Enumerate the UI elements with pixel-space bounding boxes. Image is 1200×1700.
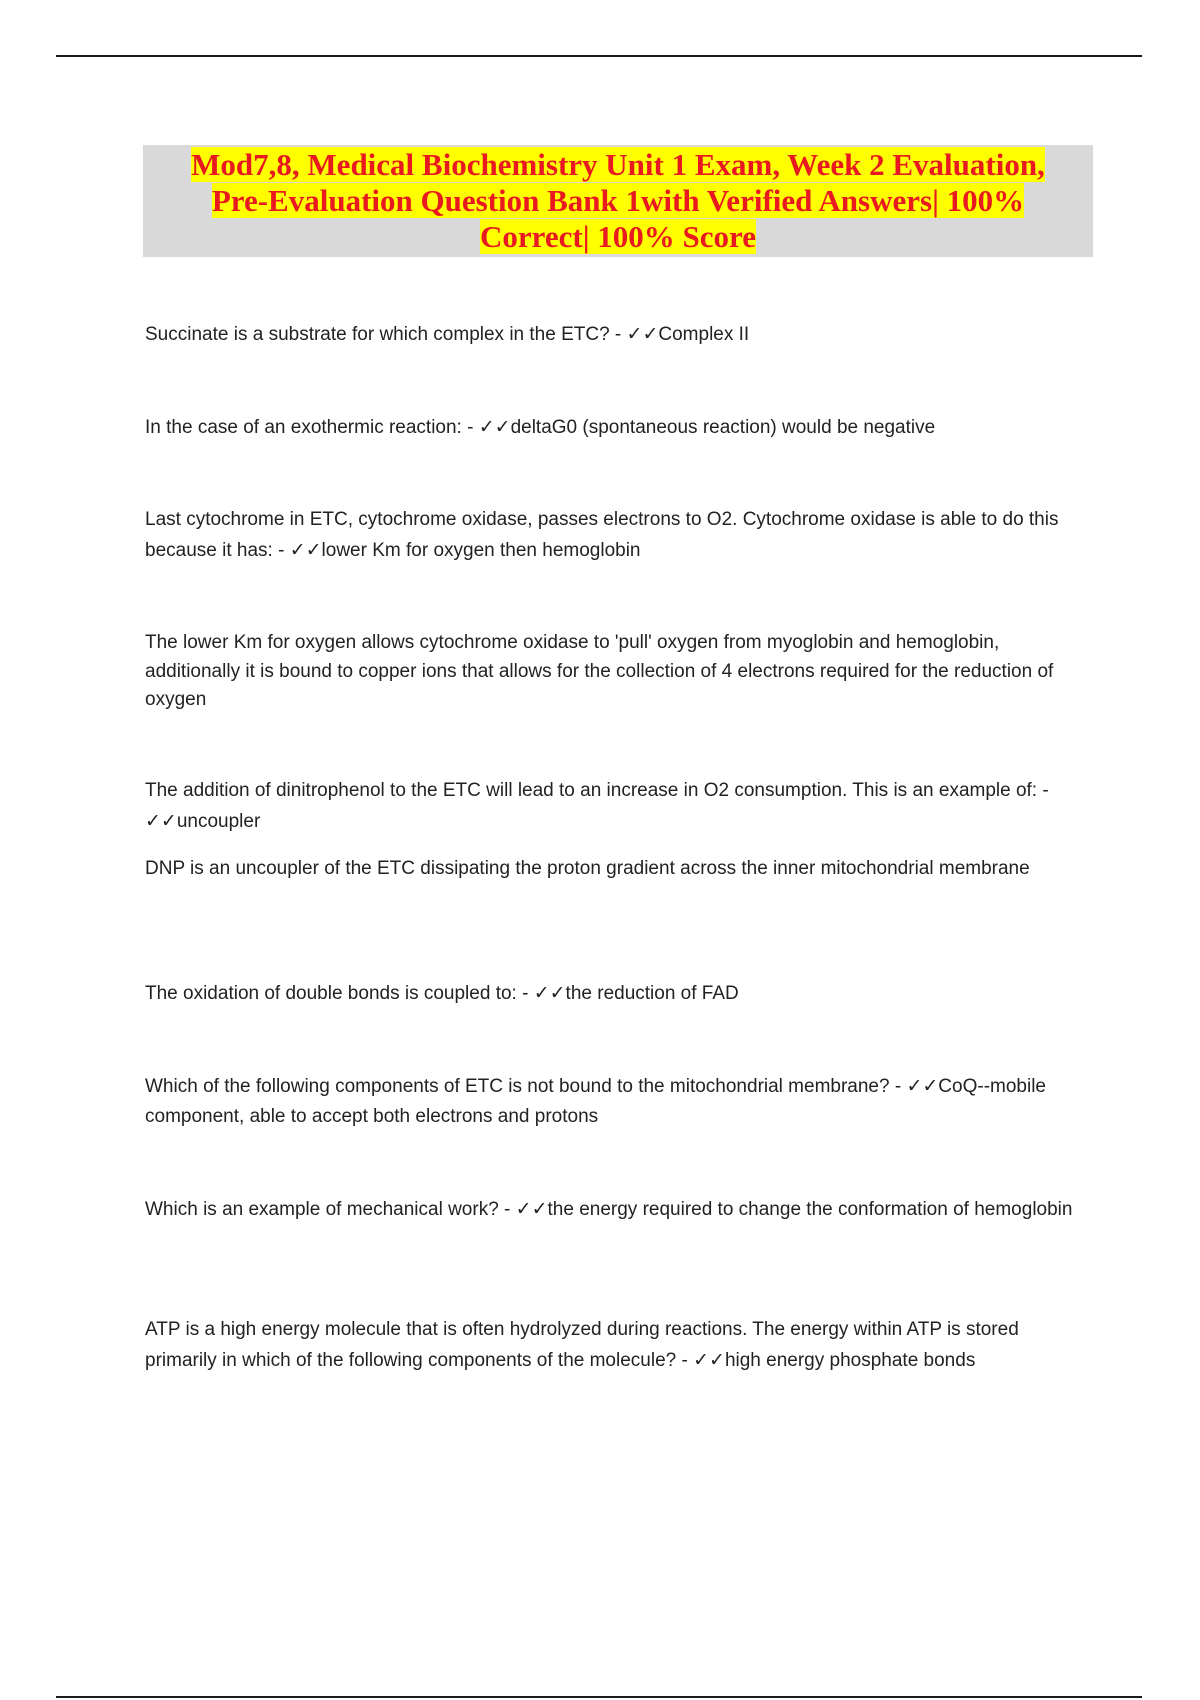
question-text: ATP is a high energy molecule that is often hydrolyzed during reactions. The energy within ATP is stored primarily in which of the following components of the molecule? - <box>145 1319 1019 1371</box>
question-text: In the case of an exothermic reaction: - <box>145 417 479 438</box>
document-title <box>191 147 1045 255</box>
qa-item-8 <box>145 1315 1090 1376</box>
answer-text: deltaG0 (spontaneous reaction) would be negative <box>510 417 936 438</box>
bottom-rule <box>56 1696 1142 1698</box>
answer-text: Complex II <box>658 324 750 345</box>
checkmark-icon: ✓✓ <box>478 416 511 438</box>
answer-text: the energy required to change the conformation of hemoglobin <box>547 1199 1073 1220</box>
title-line-1: Mod7,8, Medical Biochemistry Unit 1 Exam, Week 2 Evaluation, <box>191 147 1045 182</box>
checkmark-icon: ✓✓ <box>626 323 659 345</box>
answer-text: the reduction of FAD <box>565 983 739 1004</box>
question-text: Which is an example of mechanical work? - <box>145 1199 516 1220</box>
qa-item-3 <box>145 505 1090 566</box>
qa-item-6 <box>145 1071 1090 1132</box>
question-text: The oxidation of double bonds is coupled to: - <box>145 983 534 1004</box>
checkmark-icon: ✓✓ <box>906 1075 939 1097</box>
answer-text: lower Km for oxygen then hemoglobin <box>321 540 641 561</box>
question-text: The addition of dinitrophenol to the ETC will lead to an increase in O2 consumption. This is an example of: - <box>145 780 1049 801</box>
answer-text: uncoupler <box>176 811 261 832</box>
title-line-2: Pre-Evaluation Question Bank 1with Verified Answers| 100% <box>211 183 1025 218</box>
checkmark-icon: ✓✓ <box>289 539 322 561</box>
checkmark-icon: ✓✓ <box>533 982 566 1004</box>
explanation-note-2: DNP is an uncoupler of the ETC dissipating the proton gradient across the inner mitochondrial membrane <box>145 858 1030 879</box>
title-line-3: Correct| 100% Score <box>480 219 756 254</box>
top-rule <box>56 55 1142 57</box>
question-text: Last cytochrome in ETC, cytochrome oxidase, passes electrons to O2. Cytochrome oxidase is able to do this because it has: - <box>145 509 1059 561</box>
qa-item-4 <box>145 776 1090 837</box>
checkmark-icon: ✓✓ <box>515 1198 548 1220</box>
checkmark-icon: ✓✓ <box>145 810 177 832</box>
question-text: Which of the following components of ETC is not bound to the mitochondrial membrane? - <box>145 1076 907 1097</box>
qa-item-5 <box>145 978 1090 1009</box>
explanation-note-1: The lower Km for oxygen allows cytochrome oxidase to 'pull' oxygen from myoglobin and hemoglobin, additionally it is bound to copper ions that allows for the collection of 4 electrons required for the reduction of oxygen <box>145 632 1054 710</box>
qa-item-7 <box>145 1194 1090 1225</box>
answer-text: CoQ--mobile component, able to accept both electrons and protons <box>145 1076 1046 1127</box>
question-text: Succinate is a substrate for which complex in the ETC? - <box>145 324 627 345</box>
qa-item-1 <box>145 319 1090 350</box>
checkmark-icon: ✓✓ <box>693 1349 725 1371</box>
answer-text: high energy phosphate bonds <box>724 1350 976 1371</box>
title-banner <box>143 145 1093 257</box>
qa-item-2 <box>145 412 1090 443</box>
